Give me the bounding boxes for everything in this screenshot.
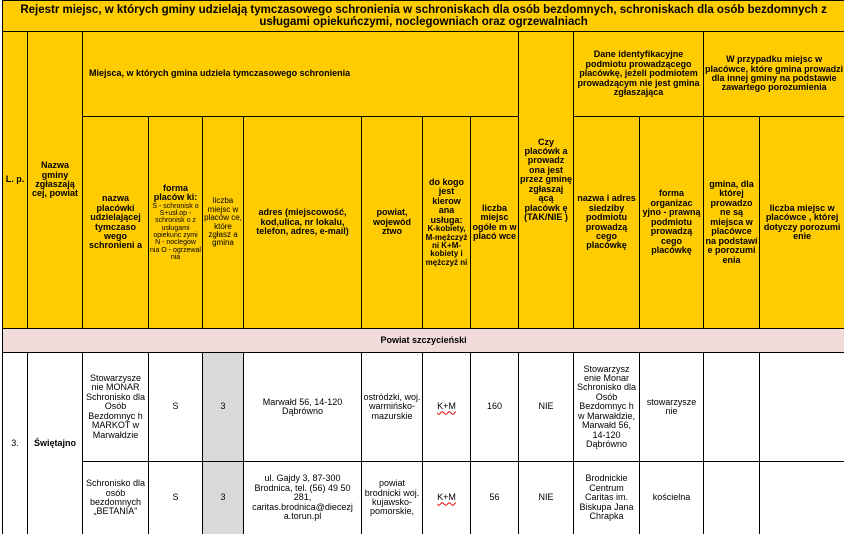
header-adres: adres (miejscowość, kod,ulica, nr lokalu, telefon, adres, e-mail)	[244, 117, 362, 329]
cell-liczba-porozumienie	[760, 353, 845, 462]
cell-liczba-porozumienie	[760, 462, 845, 534]
cell-do-kogo	[423, 462, 471, 534]
header-do-kogo	[423, 117, 471, 329]
cell-nazwa-placowki: Stowarzysze nie MONAR Schronisko dla Osób Bezdomnyc h MARKOT w Marwałdzie	[83, 353, 149, 462]
header-forma-organizacyjna: forma organizac yjno - prawną podmiotu prowadzą cego placówkę	[640, 117, 704, 329]
table-row	[3, 462, 845, 534]
cell-powiat: powiat brodnicki woj. kujawsko-pomorskie,	[362, 462, 423, 534]
cell-forma: S	[149, 462, 203, 534]
register-sheet	[2, 0, 844, 534]
header-do-kogo-title: do kogo jest kierow ana usługa:	[429, 176, 464, 225]
cell-lp: 3.	[3, 353, 28, 534]
header-do-kogo-detail: K-kobiety, M-mężczyź ni K+M-kobiety i mężczyź ni	[425, 224, 468, 267]
cell-powiat: ostródzki, woj. warmińsko-mazurskie	[362, 353, 423, 462]
cell-gmina-porozumienie	[704, 353, 760, 462]
header-forma-title: forma placów ki:	[153, 182, 198, 203]
header-miejsca-group: Miejsca, w których gmina udziela tymczasowego schronienia	[83, 32, 519, 117]
header-czy-placowka: Czy placówk a prowadz ona jest przez gminę zgłaszaj ącą placówk ę (TAK/NIE )	[519, 32, 574, 329]
section-powiat-szczycienski: Powiat szczycieński	[3, 329, 845, 353]
cell-do-kogo-value: K+M	[437, 401, 456, 412]
header-nazwa-placowki: nazwa placówki udzielającej tymczaso wego schronieni a	[83, 117, 149, 329]
cell-czy-gmina: NIE	[519, 462, 574, 534]
header-liczba-zglasza: liczba miejsc w placów ce, które zgłasz a gmina	[203, 117, 244, 329]
header-dane-group: Dane identyfikacyjne podmiotu prowadzącego placówkę, jeżeli podmiotem prowadzącym nie jest gmina zgłaszająca	[574, 32, 704, 117]
cell-liczba-zglasza: 3	[203, 353, 244, 462]
header-forma	[149, 117, 203, 329]
cell-podmiot: Brodnickie Centrum Caritas im. Biskupa Jana Chrapka	[574, 462, 640, 534]
cell-podmiot: Stowarzysz enie Monar Schronisko dla Osób Bezdomnyc h w Marwałdzie, Marwałd 56, 14-120 Dąbrówno	[574, 353, 640, 462]
cell-forma: S	[149, 353, 203, 462]
cell-do-kogo-value: K+M	[437, 492, 456, 503]
cell-nazwa-placowki: Schronisko dla osób bezdomnych „BETANIA"	[83, 462, 149, 534]
header-gmina: Nazwa gminy zgłaszają cej, powiat	[28, 32, 83, 329]
register-table	[2, 0, 844, 534]
header-gmina-porozumienie: gmina, dla której prowadzo ne są miejsca w placówce na podstawi e porozumi enia	[704, 117, 760, 329]
header-liczba-porozumienie: liczba miejsc w placówce , której dotyczy porozumi enie	[760, 117, 845, 329]
cell-adres: ul. Gajdy 3, 87-300 Brodnica, tel. (56) 49 50 281, caritas.brodnica@diecezj a.torun.pl	[244, 462, 362, 534]
register-title: Rejestr miejsc, w których gminy udzielają tymczasowego schronienia w schroniskach dla osób bezdomnych, schroniskach dla osób bezdomnych z usługami opiekuńczymi, noclegowniach oraz ogrzewalniach	[3, 1, 845, 32]
cell-liczba-ogolem: 160	[471, 353, 519, 462]
cell-gmina-porozumienie	[704, 462, 760, 534]
cell-gmina: Świętajno	[28, 353, 83, 534]
header-liczba-ogolem: liczba miejsc ogółe m w placó wce	[471, 117, 519, 329]
table-row	[3, 353, 845, 462]
cell-liczba-ogolem: 56	[471, 462, 519, 534]
header-forma-detail: S - schronisk o S+usł.op - schronisk o z usługami opiekunc zymi N - noclegow nia O - ogrzewal nia	[150, 202, 201, 261]
header-nazwa-podmiotu: nazwa i adres siedziby podmiotu prowadzą cego placówkę	[574, 117, 640, 329]
cell-do-kogo	[423, 353, 471, 462]
cell-czy-gmina: NIE	[519, 353, 574, 462]
cell-forma-prawna: stowarzysze nie	[640, 353, 704, 462]
header-lp: L. p.	[3, 32, 28, 329]
cell-liczba-zglasza: 3	[203, 462, 244, 534]
cell-adres: Marwałd 56, 14-120 Dąbrówno	[244, 353, 362, 462]
header-powiat: powiat, wojewód ztwo	[362, 117, 423, 329]
cell-forma-prawna: kościelna	[640, 462, 704, 534]
header-porozumienie-group: W przypadku miejsc w placówce, które gmina prowadzi dla innej gminy na podstawie zawartego porozumienia	[704, 32, 845, 117]
